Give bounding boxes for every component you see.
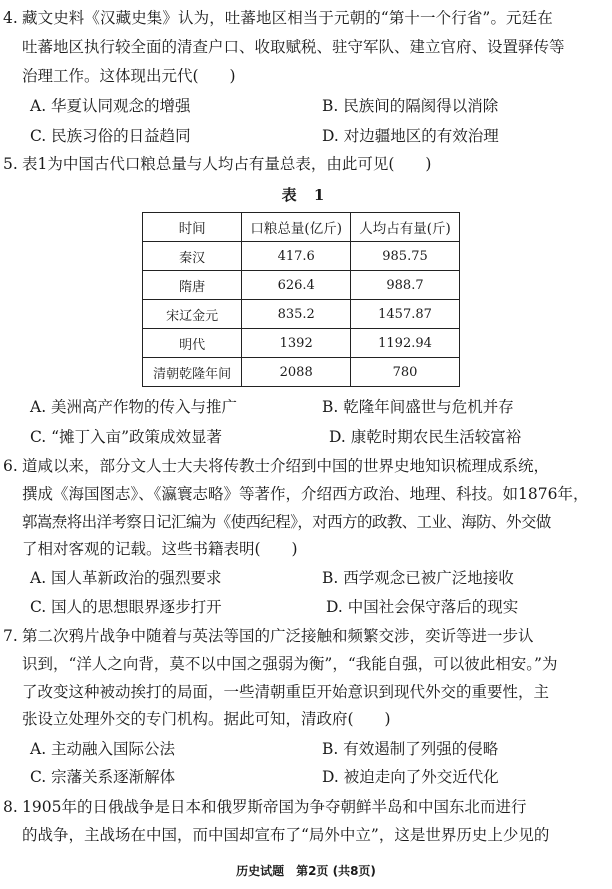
table-row [143, 329, 460, 358]
option-c[interactable]: C. 宗藩关系逐渐解体 [30, 768, 176, 786]
table-cell: 宋辽金元 [143, 300, 242, 329]
table-cell: 985.75 [351, 242, 460, 271]
question-number: 5. [3, 155, 18, 173]
question-text-line: 治理工作。这体现出元代( ) [22, 67, 236, 85]
question-text-line: 识到，“洋人之向背，莫不以中国之强弱为衡”，“我能自强，可以彼此相安。”为 [22, 655, 558, 673]
option-b[interactable]: B. 西学观念已被广泛地接收 [322, 569, 514, 587]
option-b[interactable]: B. 乾隆年间盛世与危机并存 [322, 398, 514, 416]
option-c[interactable]: C. 民族习俗的日益趋同 [30, 127, 191, 145]
table-header-cell: 口粮总量(亿斤) [242, 213, 351, 242]
table-header-cell: 时间 [143, 213, 242, 242]
table-cell: 清朝乾隆年间 [143, 358, 242, 387]
question-text-line: 1905年的日俄战争是日本和俄罗斯帝国为争夺朝鲜半岛和中国东北而进行 [22, 798, 527, 816]
option-d[interactable]: D. 康乾时期农民生活较富裕 [329, 428, 522, 446]
option-d[interactable]: D. 对边疆地区的有效治理 [322, 127, 499, 145]
table-cell: 明代 [143, 329, 242, 358]
grain-table [142, 212, 460, 387]
page-footer: 历史试题 第2页 (共8页) [236, 864, 376, 878]
table-cell: 417.6 [242, 242, 351, 271]
table-cell: 1392 [242, 329, 351, 358]
table-header-cell: 人均占有量(斤) [351, 213, 460, 242]
question-text-line: 郭嵩焘将出洋考察日记汇编为《使西纪程》，对西方的政教、工业、海防、外交做 [22, 513, 551, 531]
table-row [143, 242, 460, 271]
table-cell: 626.4 [242, 271, 351, 300]
option-d[interactable]: D. 被迫走向了外交近代化 [322, 768, 499, 786]
table-cell: 780 [351, 358, 460, 387]
question-number: 6. [3, 457, 18, 475]
table-cell: 988.7 [351, 271, 460, 300]
question-text-line: 张设立处理外交的专门机构。据此可知，清政府( ) [22, 710, 391, 728]
option-a[interactable]: A. 主动融入国际公法 [30, 740, 176, 758]
question-number: 4. [3, 9, 18, 27]
option-c[interactable]: C. “摊丁入亩”政策成效显著 [30, 428, 223, 446]
table-cell: 1192.94 [351, 329, 460, 358]
table-cell: 2088 [242, 358, 351, 387]
question-text-line: 了相对客观的记载。这些书籍表明( ) [22, 540, 298, 558]
question-text-line: 表1为中国古代口粮总量与人均占有量总表，由此可见( ) [22, 155, 432, 173]
question-text-line: 道咸以来，部分文人士大夫将传教士介绍到中国的世界史地知识梳理成系统， [22, 457, 550, 475]
option-d[interactable]: D. 中国社会保守落后的现实 [326, 598, 519, 616]
question-text-line: 的战争，主战场在中国，而中国却宣布了“局外中立”，这是世界历史上少见的 [22, 826, 550, 844]
table-cell: 1457.87 [351, 300, 460, 329]
table-row [143, 300, 460, 329]
table-header-row [143, 213, 460, 242]
option-a[interactable]: A. 美洲高产作物的传入与推广 [30, 398, 238, 416]
option-b[interactable]: B. 民族间的隔阂得以消除 [322, 97, 499, 115]
question-text-line: 藏文史料《汉藏史集》认为，吐蕃地区相当于元朝的“第十一个行省”。元廷在 [22, 9, 553, 27]
table-cell: 835.2 [242, 300, 351, 329]
table-title: 表 1 [281, 186, 331, 204]
option-c[interactable]: C. 国人的思想眼界逐步打开 [30, 598, 222, 616]
table-row [143, 271, 460, 300]
table-row [143, 358, 460, 387]
table-cell: 隋唐 [143, 271, 242, 300]
question-text-line: 吐蕃地区执行较全面的清查户口、收取赋税、驻守军队、建立官府、设置驿传等 [22, 38, 565, 56]
question-number: 7. [3, 627, 18, 645]
option-a[interactable]: A. 华夏认同观念的增强 [30, 97, 191, 115]
option-b[interactable]: B. 有效遏制了列强的侵略 [322, 740, 499, 758]
question-number: 8. [3, 798, 18, 816]
question-text-line: 了改变这种被动挨打的局面，一些清朝重臣开始意识到现代外交的重要性，主 [22, 683, 550, 701]
question-text-line: 第二次鸦片战争中随着与英法等国的广泛接触和频繁交涉，奕䜣等进一步认 [22, 627, 534, 645]
question-text-line: 撰成《海国图志》、《瀛寰志略》等著作，介绍西方政治、地理、科技。如1876年， [22, 485, 589, 503]
option-a[interactable]: A. 国人革新政治的强烈要求 [30, 569, 222, 587]
table-cell: 秦汉 [143, 242, 242, 271]
